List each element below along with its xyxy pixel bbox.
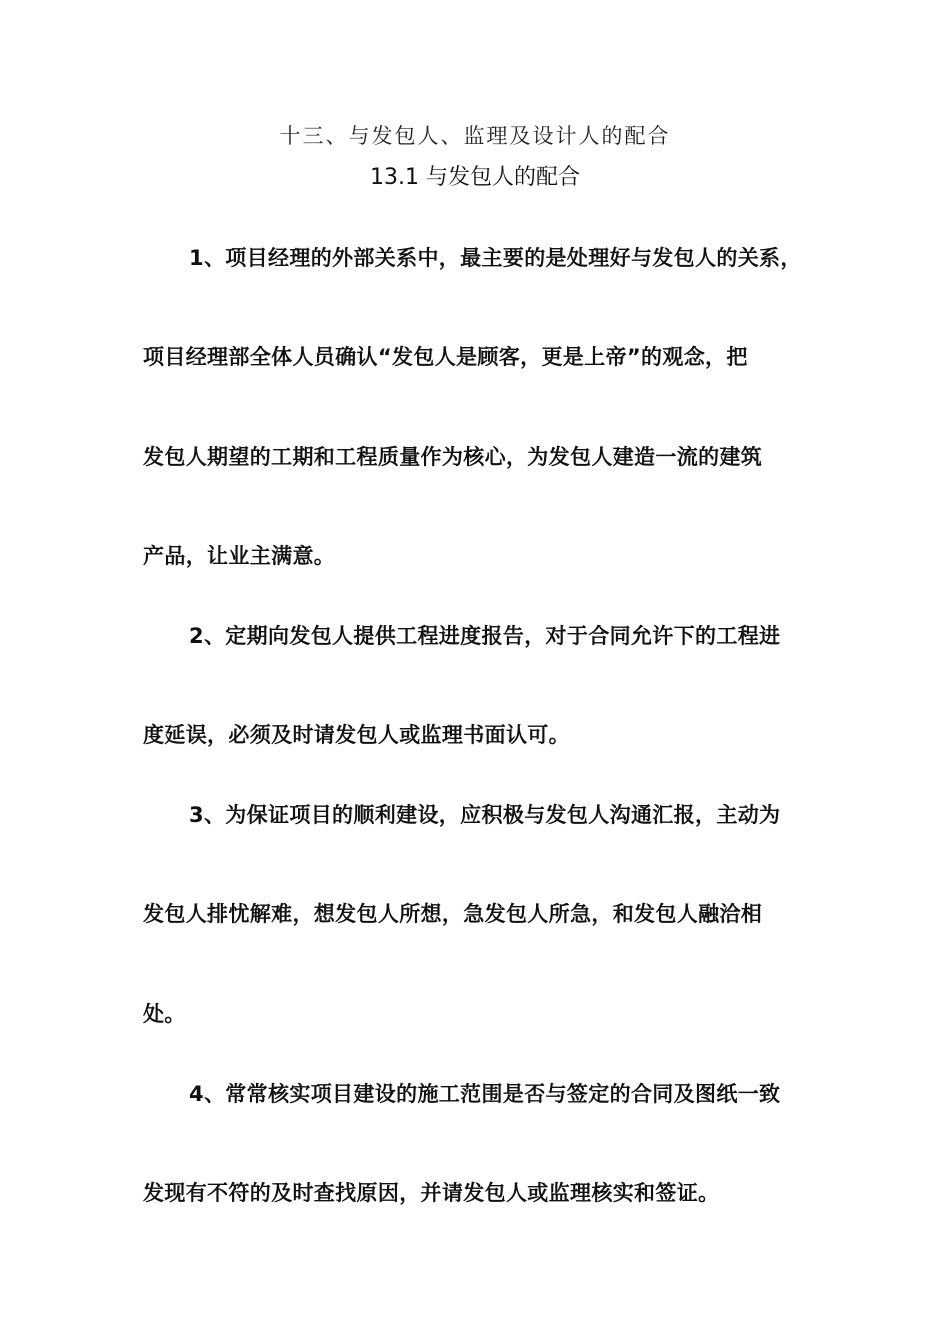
section-title: 十三、与发包人、监理及设计人的配合: [279, 124, 671, 148]
paragraph-4-line-1: 4、常常核实项目建设的施工范围是否与签定的合同及图纸一致: [189, 1082, 781, 1106]
paragraph-2-line-1: 2、定期向发包人提供工程进度报告，对于合同允许下的工程进: [189, 624, 781, 648]
paragraph-3-line-1: 3、为保证项目的顺利建设，应积极与发包人沟通汇报，主动为: [189, 803, 781, 827]
paragraph-1-line-3: 发包人期望的工期和工程质量作为核心，为发包人建造一流的建筑: [143, 445, 763, 469]
paragraph-3-line-3: 处。: [143, 1002, 186, 1026]
paragraph-3-line-2: 发包人排忧解难，想发包人所想，急发包人所急，和发包人融洽相: [143, 902, 763, 926]
paragraph-2-line-2: 度延误，必须及时请发包人或监理书面认可。: [143, 723, 570, 747]
paragraph-4-line-2: 发现有不符的及时查找原因，并请发包人或监理核实和签证。: [143, 1181, 720, 1205]
paragraph-1-line-2: 项目经理部全体人员确认“发包人是顾客，更是上帝”的观念，把: [143, 345, 748, 369]
subsection-title: 13.1 与发包人的配合: [370, 165, 580, 190]
paragraph-1-line-1: 1、项目经理的外部关系中，最主要的是处理好与发包人的关系，: [189, 246, 802, 270]
paragraph-1-line-4: 产品，让业主满意。: [143, 544, 336, 568]
